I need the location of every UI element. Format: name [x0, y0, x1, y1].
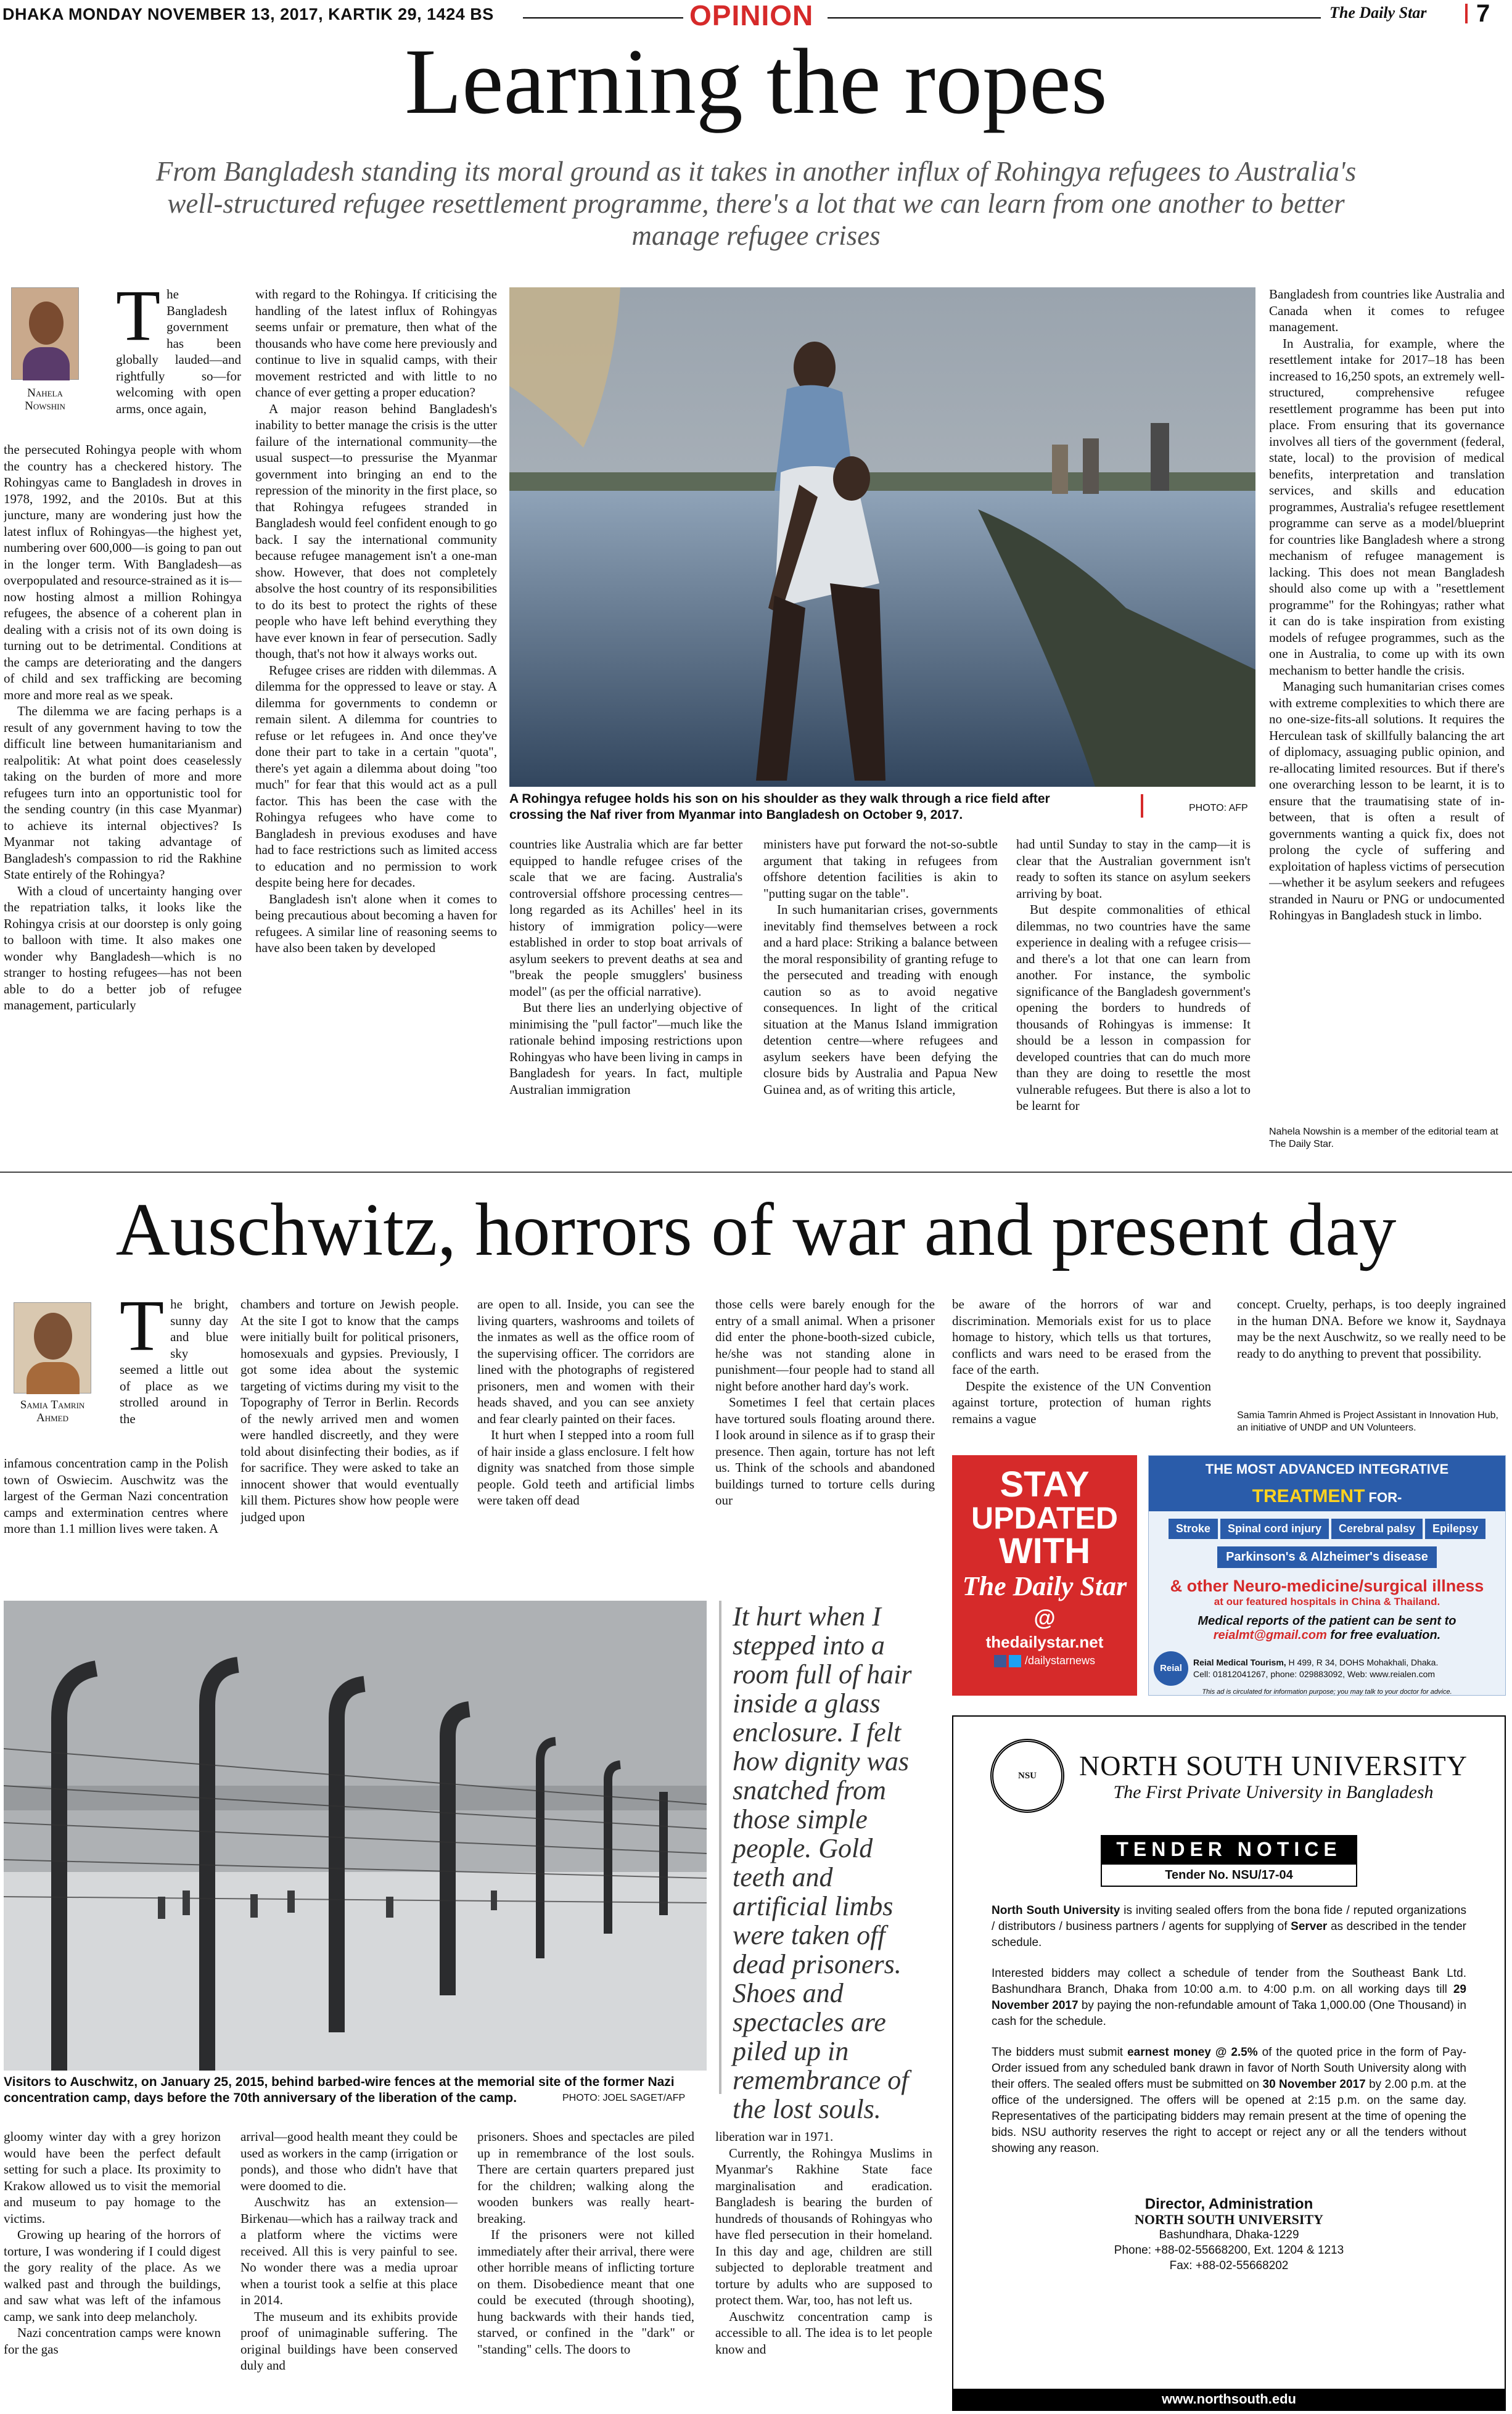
reial-title-a: THE MOST ADVANCED INTEGRATIVE: [1205, 1461, 1449, 1477]
nsu-p3e: by 2.00 p.m. at the office of the undersigned. The offers will be opened at 2:15 p.m. on the same day. Representatives of the participating bidders may remain present at the time of opening the bids. NSU authority reserves the right to accept or reject any or all the tenders without showing any reason.: [992, 2078, 1466, 2155]
author-photo-nahela: [11, 287, 79, 380]
article2-col4-p2: Sometimes I feel that certain places have tortured souls floating around there. I look around in silence as if to grasp their presence. Then again, torture has not left us. Think of the schools and abandoned buildings turned to torture cells during our: [715, 1395, 935, 1508]
nsu-p2b: 29 November 2017: [992, 1983, 1466, 2012]
article1-col4: [763, 836, 998, 1153]
nsu-p2c: by paying the non-refundable amount of Taka 1,000.00 (One Thousand) in cash for the schedule.: [992, 1999, 1466, 2028]
nsu-website-link[interactable]: www.northsouth.edu: [953, 2389, 1505, 2410]
ad-updated: UPDATED: [971, 1501, 1118, 1535]
article1-col3: [509, 836, 742, 1153]
twitter-icon: [1009, 1655, 1021, 1667]
caption-bar: [1141, 794, 1143, 818]
article2-bio: Samia Tamrin Ahmed is Project Assistant in Innovation Hub, an initiative of UNDP and UN Volunteers.: [1237, 1410, 1498, 1433]
nsu-p1d: as described in the tender schedule.: [992, 1920, 1467, 1949]
reial-logo: Reial: [1154, 1651, 1188, 1686]
reial-title-c: FOR-: [1365, 1490, 1402, 1505]
article1-caption: A Rohingya refugee holds his son on his shoulder as they walk through a rice field after crossing the Naf river from Myanmar into Bangladesh on October 9, 2017.: [509, 792, 1050, 822]
article2-col3-p1: are open to all. Inside, you can see the living quarters, washrooms and toilets of the inmates as well as the office room of the supervising officer. The corridors are lined with the photographs of registered prisoners, men and women with their heads shaved, and you can see anxiety and fear clearly painted on their faces.: [477, 1297, 694, 1426]
article1-col2-p1: with regard to the Rohingya. If criticising the handling of the latest influx of Rohingyas seems unfair or premature, then what of the thousands who have come here previously and continue to live in squalid camps, with their movement restricted and with little to no chance of ever getting a proper education?: [255, 287, 497, 400]
article1-col3-p2: But there lies an underlying objective of minimising the "pull factor"—much like the rationale behind imposing restrictions upon Rohingyas who have been living in camps in Bangladesh for years. In fact, multiple Australian immigration: [509, 1000, 742, 1097]
nsu-p2a: Interested bidders may collect a schedule of tender from the Southeast Bank Ltd. Bashundhara Branch, Dhaka from 10:00 a.m. to 4:00 p.m. on all working days till: [992, 1967, 1466, 1996]
nsu-p3d: 30 November 2017: [1262, 2078, 1366, 2091]
ad-reial[interactable]: [1148, 1455, 1506, 1696]
reial-medical: Medical reports of the patient can be sent to: [1198, 1614, 1457, 1628]
article1-col6-p2: In Australia, for example, where the resettlement intake for 2017–18 has been increased to 16,250 spots, an extremely well-structured, comprehensive refugee resettlement programme has been put into place. From ensuring that its governance involves all tiers of the government (federal, state, local) to the provision of medical benefits, interpretation and translation services, and skills and education programmes, Australia's refugee resettlement programme can serve as a model/blueprint for countries like Bangladesh where a strong mechanism of refugee management is lacking. This does not mean Bangladesh should also come up with a "resettlement programme" for the Rohingyas; rather what it can do is take inspiration from existing models of refugee programmes, such as the one in Australia, to come up with its own mechanism to better handle the crisis.: [1269, 335, 1505, 678]
article2-col1-p1: infamous concentration camp in the Polish town of Oswiecim. Auschwitz was the largest of the German Nazi concentration camps and extermination centres where more than 1.1 million lives were taken. A: [4, 1456, 228, 1536]
article1-deck: From Bangladesh standing its moral ground as it takes in another influx of Rohingya refugees to Australia's well-structured refugee resettlement programme, there's a lot that we can learn from one another to better manage refugee crises: [155, 156, 1357, 251]
auschwitz-photo-illustration: [4, 1601, 707, 2071]
article1-col1-p3: With a cloud of uncertainty hanging over the repatriation talks, it looks like the Rohingya crisis at our doorstep is only going to balloon with time. It also makes one wonder why Bangladesh—which is no stranger to hosting refugees—has not been able to do a better job of refugee management, particularly: [4, 883, 242, 1012]
nsu-p1a: North South University: [992, 1904, 1120, 1917]
reial-contact: Cell: 01812041267, phone: 029883092, Web: www.reialen.com: [1193, 1669, 1436, 1679]
nsu-p1b: is inviting sealed offers from the bona fide / reputed organizations / distributors / business partners / agents for supplying of: [992, 1904, 1466, 1933]
dropcap: T: [116, 286, 161, 356]
reial-tag: Stroke: [1169, 1519, 1218, 1539]
article1-col5: [1016, 836, 1251, 1153]
article1-col2-p4: Bangladesh isn't alone when it comes to being precautious about becoming a haven for refugees. A similar line of reasoning seems to have also been taken by developed: [255, 891, 497, 955]
nsu-para1: [992, 1903, 1466, 1951]
article2-col3-p2: It hurt when I stepped into a room full of hair inside a glass enclosure. I felt how dignity was snatched from those simple people. Gold teeth and artificial limbs were taken off dead: [477, 1427, 694, 1508]
reial-tag: Epilepsy: [1425, 1519, 1485, 1539]
ad-url: thedailystar.net: [985, 1633, 1104, 1651]
nsu-p1c: Server: [1291, 1920, 1328, 1933]
article1-bio: Nahela Nowshin is a member of the editorial team at The Daily Star.: [1269, 1127, 1498, 1149]
article2-col6-p1: concept. Cruelty, perhaps, is too deeply ingrained in the human DNA. Before we know it, Saydnaya may be the next Auschwitz, so we really need to be ready to do anything to prevent that possibility.: [1237, 1297, 1506, 1361]
article2-caption: Visitors to Auschwitz, on January 25, 2015, behind barbed-wire fences at the memorial site of the former Nazi concentration camp, days before the 70th anniversary of the liberation of the camp.: [4, 2075, 675, 2105]
ad-brand: The Daily Star: [962, 1571, 1127, 1601]
ad-social-row: [952, 1652, 1137, 1669]
article2-photo: [4, 1601, 707, 2071]
reial-other: & other Neuro-medicine/surgical illness: [1170, 1577, 1484, 1595]
article2-credit: PHOTO: JOEL SAGET/AFP: [562, 2093, 686, 2103]
article1-photo: [509, 287, 1255, 787]
nsu-signature: [953, 2196, 1505, 2273]
nsu-para3: [992, 2045, 1466, 2157]
article2-col1-top: The bright, sunny day and blue sky seemed a little out of place as we strolled around in the: [120, 1296, 228, 1426]
article2-col2: [240, 1296, 459, 1582]
ad-nsu-tender[interactable]: [952, 1715, 1506, 2411]
article2-col5-p2: Despite the existence of the UN Convention against torture, protection of human rights remains a vague: [952, 1378, 1211, 1426]
reial-hospitals: at our featured hospitals in China & Thailand.: [1214, 1596, 1440, 1607]
nsu-sign5: Fax: +88-02-55668202: [1169, 2259, 1289, 2272]
nsu-sign1: Director, Administration: [1144, 2196, 1313, 2212]
reial-tags: [1149, 1519, 1505, 1539]
article1-col1-p1: the persecuted Rohingya people with whom the country has a checkered history. The Rohingyas came to Bangladesh in droves in 1978, 1992, and the 2010s. But at this juncture, many are wondering just how the latest influx of Rohingyas—the highest yet, numbering over 600,000—is going to pan out in the longer term. With Bangladesh—as overpopulated and resource-strained as it is—now hosting almost a million Rohingya refugees, the absence of a coherent plan in dealing with a crisis not of its own doing is turning out to be detrimental. Conditions at the camps are deteriorating and the dangers of child and sex trafficking are becoming more and more real as we speak.: [4, 442, 242, 702]
article1-col1-top: [116, 286, 241, 440]
ad-at: @: [1033, 1605, 1056, 1630]
article1-col1: [4, 441, 242, 1153]
nsu-sign4: Phone: +88-02-55668200, Ext. 1204 & 1213: [1114, 2244, 1344, 2257]
article2-bottom-col4: [715, 2129, 932, 2412]
article2-headline: Auschwitz, horrors of war and present day: [115, 1188, 1397, 1271]
reial-tag: Cerebral palsy: [1331, 1519, 1423, 1539]
reial-title-b: TREATMENT: [1252, 1486, 1365, 1506]
article2-bcol3-p2: If the prisoners were not killed immediately after their arrival, there were other horrible means of inflicting torture on them. Disobedience meant that one could be executed (through shooting), hung backwards with their hands tied, starved, or confined in the "dark" or "standing" cells. The doors to: [477, 2227, 694, 2357]
nsu-sign3: Bashundhara, Dhaka-1229: [1159, 2228, 1299, 2241]
facebook-icon: [994, 1655, 1006, 1667]
article1-headline: Learning the ropes: [405, 30, 1107, 133]
article2-bcol2-p2: Auschwitz has an extension—Birkenau—which has a railway track and a platform where the victims were received. All this is very painful to see. No wonder there was a media uproar when a tourist took a selfie at this place in 2014.: [240, 2194, 458, 2307]
section-divider: [0, 1172, 1512, 1173]
nsu-name: NORTH SOUTH UNIVERSITY: [1079, 1749, 1468, 1781]
article2-bottom-col3: [477, 2129, 694, 2412]
article1-col4-p1: ministers have put forward the not-so-subtle argument that taking in refugees from offshore detention facilities is akin to "putting sugar on the table".: [763, 837, 998, 901]
article1-col6-p1: Bangladesh from countries like Australia and Canada when it comes to refugee management.: [1269, 287, 1505, 334]
article2-bottom-col2: [240, 2129, 458, 2412]
article1-col1-p2: The dilemma we are facing perhaps is a result of any government having to tow the difficult line between humanitarianism and realpolitik: At what point does ceaselessly taking on the burden of more and more refugees turn into an opportunistic tool for the sending country (in this case Myanmar) to achieve its internal objectives? Is Myanmar not taking advantage of Bangladesh's compassion to rid the Rakhine State entirely of the Rohingya?: [4, 704, 242, 882]
paper-name: The Daily Star: [1329, 4, 1427, 22]
ad-social-handle: /dailystarnews: [1024, 1654, 1096, 1667]
article2-bcol1-p1: gloomy winter day with a grey horizon would have been the perfect default setting for such a place. Its proximity to Krakow allowed us to visit the memorial and museum to pay homage to the victims.: [4, 2129, 221, 2226]
article2-col5: [952, 1296, 1211, 1438]
article1-col3-p1: countries like Australia which are far better equipped to handle refugee crises of the scale that we are facing. Australia's controversial offshore processing centres—long regarded as its Achilles' heel in its history of immigration policy—were established in order to stop boat arrivals of asylum seekers to prevent deaths at sea and "break the people smugglers' business model" (as per the official narrative).: [509, 837, 742, 999]
article1-col6: [1269, 286, 1505, 1111]
article2-col1: [4, 1455, 228, 1582]
masthead-rule-left: [523, 17, 683, 18]
reial-company: Reial Medical Tourism,: [1193, 1657, 1286, 1667]
reial-disclaimer: This ad is circulated for information purpose; you may talk to your doctor for advice.: [1202, 1688, 1452, 1696]
refugee-photo-illustration: [509, 287, 1255, 787]
ad-stay: STAY: [1000, 1464, 1090, 1505]
section-label: OPINION: [689, 0, 814, 31]
article2-col5-p1: be aware of the horrors of war and discrimination. Memorials exist for us to place homage to history, which tells us that tortures, conflicts and wars need to be erased from the face of the earth.: [952, 1297, 1211, 1377]
page-number: 7: [1476, 0, 1490, 27]
article2-bcol1-p2: Growing up hearing of the horrors of torture, I was wondering if I could digest the gory reality of the place. As we walked past and through the buildings, and saw what was left of the infamous camp, we sank into deep melancholy.: [4, 2227, 221, 2324]
ad-with: WITH: [998, 1531, 1091, 1571]
author-byline-nahela: Nahela Nowshin: [25, 387, 65, 413]
reial-tag: Spinal cord injury: [1220, 1519, 1329, 1539]
nsu-tender-no: Tender No. NSU/17-04: [1101, 1863, 1357, 1887]
nsu-tagline: The First Private University in Bangladesh: [1113, 1781, 1434, 1802]
nsu-seal-icon: NSU: [990, 1739, 1064, 1813]
article2-bcol1-p3: Nazi concentration camps were known for the gas: [4, 2325, 221, 2357]
reial-tag-wide: Parkinson's & Alzheimer's disease: [1217, 1546, 1437, 1568]
article1-col2-p2: A major reason behind Bangladesh's inability to better manage the crisis is the utter failure of the international community—the usual suspect—to pressurise the Myanmar government into bringing an end to the repression of the minority in the first place, so that Rohingya refugees stranded in Bangladesh would feel confident enough to go back. I say the international community because refugee management isn't a one-man show. However, that does not completely absolve the host country of its responsibilities to do its best to protect the rights of these people who have left behind everything they have ever known in fear of persecution. Sadly though, that's not how it always works out.: [255, 401, 497, 661]
article2-col4-p1: those cells were barely enough for the entry of a small animal. When a prisoner did enter the phone-booth-sized cubicle, he/she was not standing alone in punishment—four people had to stand all night before another hard day's work.: [715, 1297, 935, 1394]
article2-col2-p1: chambers and torture on Jewish people. At the site I got to know that the camps were initially built for political prisoners, homosexuals and gypsies. Previously, I got some idea about the systemic targeting of victims during my visit to the Topography of Terror in Berlin. Records of the newly arrived men and women were handled discreetly, and they were told about disinfecting their bodies, as if for sacrifice. They were asked to take an innocent shower that would eventually kill them. Pictures show how people were judged upon: [240, 1297, 459, 1524]
article2-col3: [477, 1296, 694, 1582]
article2-bcol3-p1: prisoners. Shoes and spectacles are piled up in remembrance of the lost souls. There are certain quarters prepared just for the children; walking along the wooden bunkers was really heart-breaking.: [477, 2129, 694, 2226]
nsu-sign2: NORTH SOUTH UNIVERSITY: [1134, 2212, 1324, 2227]
article1-col2-p3: Refugee crises are ridden with dilemmas. A dilemma for the oppressed to leave or stay. A dilemma for governments to condemn or remain silent. A dilemma for countries to refuse or let refugees in. And once they've done their part to take in a certain "quota", there's yet again a dilemma about doing "too much" for fear that this would act as a pull factor. This has been the case with the Rohingya refugees who have come to Bangladesh in previous exoduses and have had to face restrictions such as limited access to education and no permission to work despite being here for decades.: [255, 662, 497, 890]
article2-pullquote: It hurt when I stepped into a room full of hair inside a glass enclosure. I felt how dignity was snatched from those simple people. Gold teeth and artificial limbs were taken off dead prisoners. Shoes and spectacles are piled up in remembrance of the lost souls.: [733, 1601, 912, 2124]
page-divider: [1465, 4, 1468, 23]
author-photo-samia: [14, 1302, 91, 1394]
dateline: DHAKA MONDAY NOVEMBER 13, 2017, KARTIK 29, 1424 BS: [2, 5, 494, 23]
nsu-para2: [992, 1966, 1466, 2030]
author-byline-samia: Samia Tamrin Ahmed: [20, 1398, 85, 1424]
article2-bottom-col1: [4, 2129, 221, 2412]
article1-col6-p3: Managing such humanitarian crises comes with extreme complexities to which there are no one-size-fits-all solutions. It requires the Herculean task of skillfully balancing the art of diplomacy, assuaging public opinion, and re-allocating limited resources. But if there's one overarching lesson to be learnt, it is to ensure that the traumatising state of in-between, that is often a result of governments wanting a quick fix, does not prolong the cycle of suffering and exploitation of hapless victims of persecution—whether it be asylum seekers and refugees stranded in Nauru or PNG or undocumented Rohingyas in Bangladesh stuck in limbo.: [1269, 679, 1505, 922]
masthead-rule-right: [828, 17, 1321, 18]
masthead: [0, 0, 1512, 31]
article1-col5-p1: had until Sunday to stay in the camp—it is clear that the Australian government isn't ready to soften its stance on asylum seekers arriving by boat.: [1016, 837, 1251, 901]
dropcap-2: T: [120, 1296, 165, 1366]
nsu-notice: TENDER NOTICE: [1101, 1835, 1357, 1863]
article2-bcol2-p1: arrival—good health meant they could be used as workers in the camp (irrigation or ponds), and those who didn't have that were doomed to die.: [240, 2129, 458, 2193]
article2-col4: [715, 1296, 935, 1582]
nsu-p3a: The bidders must submit: [992, 2046, 1128, 2059]
article1-col2: [255, 286, 497, 1153]
reial-address: H 499, R 34, DOHS Mohakhali, Dhaka.: [1286, 1657, 1439, 1667]
article1-credit: PHOTO: AFP: [1189, 803, 1248, 813]
article2-col6: [1237, 1296, 1506, 1407]
reial-title: [1149, 1456, 1505, 1511]
article1-col5-p2: But despite commonalities of ethical dilemmas, no two countries have the same experience in dealing with a refugee crisis—and there's a lot that one can learn from another. For instance, the symbolic significance of the Bangladesh government's opening the borders to hundreds of thousands of Rohingyas is immense: It should be a lesson in compassion for developed countries that can do much more than they are doing to resettle the most vulnerable refugees. But there is also a lot to be learnt for: [1016, 902, 1251, 1113]
article1-col4-p2: In such humanitarian crises, governments inevitably find themselves between a rock and a hard place: Striking a balance between the moral responsibility of granting refuge to the persecuted and treading with enough caution so as to avoid negative consequences. In light of the critical situation at the Manus Island immigration detention centre—where refugees and asylum seekers have been defying the closure bids by Australia and Papua New Guinea and, as of writing this article,: [763, 902, 998, 1097]
article2-bcol4-p1: liberation war in 1971.: [715, 2129, 834, 2144]
ad-daily-star[interactable]: [952, 1455, 1137, 1696]
article2-bcol4-p2: Currently, the Rohingya Muslims in Myanmar's Rakhine State face marginalisation and eradication. Bangladesh is bearing the burden of hundreds of thousands of Rohingyas who have fled persecution in their homeland. In this day and age, children are still subjected to deplorable treatment and torture by adults who are supposed to protect them. War, too, has not left us.: [715, 2145, 932, 2307]
article2-bcol2-p3: The museum and its exhibits provide proof of unimaginable suffering. The original buildings have been conserved duly and: [240, 2309, 458, 2373]
pullquote-rule: [719, 1601, 721, 2094]
reial-email[interactable]: reialmt@gmail.com: [1213, 1628, 1327, 1642]
article2-bcol4-p3: Auschwitz concentration camp is accessible to all. The idea is to let people know and: [715, 2309, 932, 2357]
article1-col1-text-a: he Bangladesh government has been globally lauded—and rightfully so—for welcoming with open arms, once again,: [116, 287, 241, 416]
reial-for-eval: for free evaluation.: [1326, 1628, 1441, 1642]
nsu-p3c: of the quoted price in the form of Pay-Order issued from any scheduled bank drawn in favor of North South University along with their offers. The sealed offers must be submitted on: [992, 2046, 1466, 2091]
nsu-p3b: earnest money @ 2.5%: [1127, 2046, 1258, 2059]
